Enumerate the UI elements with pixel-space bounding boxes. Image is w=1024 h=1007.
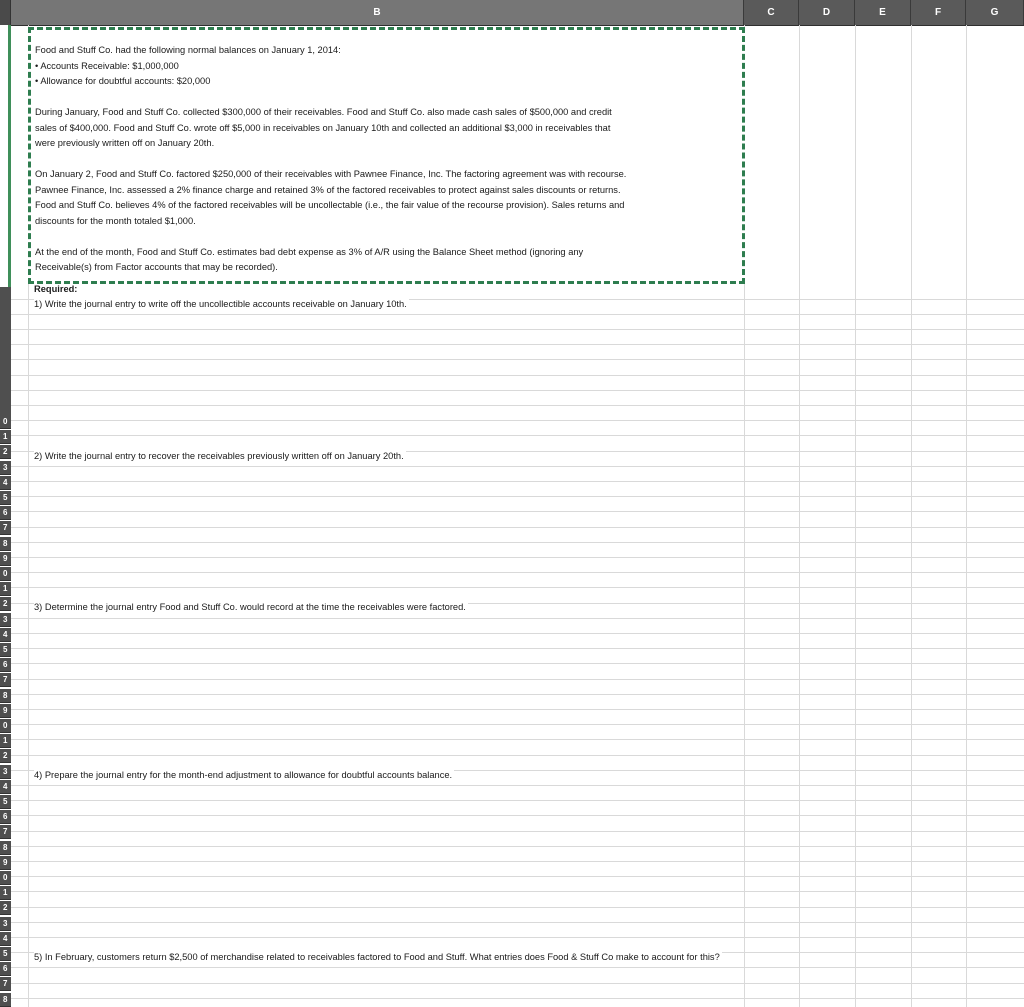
column-header-g[interactable] [966,0,1024,25]
row-gridline [11,527,1024,528]
row-gridline [11,572,1024,573]
paragraph-line: were previously written off on January 20th. [35,138,215,148]
row-gridline [11,876,1024,877]
question-2-cell[interactable]: 2) Write the journal entry to recover the receivables previously written off on January 20th. [34,451,404,461]
row-gridline [11,815,1024,816]
row-gridline [11,542,1024,543]
row-header-number[interactable]: 5 [0,947,11,961]
column-header-f[interactable] [911,0,966,25]
row-gridline [11,359,1024,360]
row-gridline [11,831,1024,832]
row-gridline [11,663,1024,664]
row-gridline [11,466,1024,467]
row-header-number[interactable]: 7 [0,673,11,687]
row-gridline [11,587,1024,588]
row-gridline [11,967,1024,968]
row-header-number[interactable]: 6 [0,810,11,824]
paragraph-line: During January, Food and Stuff Co. collected $300,000 of their receivables. Food and Stuff Co. also made cash sales of $500,000 and credit [35,107,612,117]
row-header-number[interactable]: 2 [0,901,11,915]
paragraph-line: On January 2, Food and Stuff Co. factored $250,000 of their receivables with Pawnee Finance, Inc. The factoring agreement was with recourse. [35,169,627,179]
row-header-number[interactable]: 2 [0,445,11,459]
row-gridline [11,694,1024,695]
column-header-bar [0,0,1024,26]
column-label: F [934,7,942,18]
row-gridline [11,481,1024,482]
column-header-c[interactable] [744,0,799,25]
row-header-number[interactable]: 1 [0,582,11,596]
row-header-number[interactable]: 5 [0,491,11,505]
question-4-cell[interactable]: 4) Prepare the journal entry for the month-end adjustment to allowance for doubtful accounts balance. [34,770,453,780]
row-header-number[interactable]: 0 [0,567,11,581]
row-gridline [11,785,1024,786]
row-header-number[interactable]: 7 [0,825,11,839]
row-header-number[interactable]: 9 [0,704,11,718]
row-header-number[interactable]: 7 [0,977,11,991]
row-gridline [11,846,1024,847]
row-header-number[interactable]: 7 [0,521,11,535]
column-gridline [966,25,967,1007]
select-all-corner[interactable] [0,0,11,25]
row-header-bar [0,25,11,1007]
row-gridline [11,390,1024,391]
row-gridline [11,557,1024,558]
row-header-number[interactable]: 2 [0,749,11,763]
row-header-number[interactable]: 3 [0,917,11,931]
row-header-number[interactable]: 0 [0,719,11,733]
paragraph-line: sales of $400,000. Food and Stuff Co. wrote off $5,000 in receivables on January 10th and collected an additional $3,000 in receivables that [35,122,611,133]
column-label: C [767,7,775,18]
row-header-number[interactable]: 2 [0,597,11,611]
row-gridline [11,648,1024,649]
row-gridline [11,755,1024,756]
bullet-allowance: • Allowance for doubtful accounts: $20,000 [35,76,211,86]
row-header-block [0,287,11,415]
column-header-e[interactable] [855,0,911,25]
row-header-number[interactable]: 9 [0,552,11,566]
row-gridline [11,511,1024,512]
row-header-number[interactable]: 0 [0,871,11,885]
column-gridline [855,25,856,1007]
problem-statement-cell[interactable] [28,27,745,284]
row-header-number[interactable]: 1 [0,734,11,748]
column-gridline [911,25,912,1007]
row-header-number[interactable]: 4 [0,476,11,490]
row-header-number[interactable]: 1 [0,886,11,900]
question-3-cell[interactable]: 3) Determine the journal entry Food and Stuff Co. would record at the time the receivables were factored. [34,602,466,612]
row-header-number[interactable]: 5 [0,643,11,657]
row-header-number[interactable]: 5 [0,795,11,809]
paragraph-line: Food and Stuff Co. believes 4% of the factored receivables will be uncollectable (i.e., the fair value of the recourse provision). Sales returns and [35,200,625,210]
row-gridline [11,314,1024,315]
row-gridline [11,861,1024,862]
row-gridline [11,618,1024,619]
column-label: D [822,7,831,18]
row-gridline [11,420,1024,421]
required-label-cell[interactable]: Required: [34,284,78,294]
paragraph-line: Pawnee Finance, Inc. assessed a 2% finance charge and retained 3% of the factored receivables to protect against sales discounts or returns. [35,184,621,195]
row-header-number[interactable]: 8 [0,537,11,551]
question-1-cell[interactable]: 1) Write the journal entry to write off the uncollectible accounts receivable on January 10th. [34,299,407,309]
column-header-b[interactable] [11,0,744,25]
column-gridline [799,25,800,1007]
row-gridline [11,739,1024,740]
problem-intro: Food and Stuff Co. had the following normal balances on January 1, 2014: [35,45,341,55]
row-gridline [11,344,1024,345]
column-header-d[interactable] [799,0,855,25]
row-header-number[interactable]: 8 [0,689,11,703]
row-gridline [11,633,1024,634]
paragraph-line: At the end of the month, Food and Stuff Co. estimates bad debt expense as 3% of A/R using the Balance Sheet method (ignoring any [35,246,584,257]
row-gridline [11,907,1024,908]
paragraph-line: discounts for the month totaled $1,000. [35,215,196,226]
row-gridline [11,496,1024,497]
bullet-accounts-receivable: • Accounts Receivable: $1,000,000 [35,60,179,71]
row-header-number[interactable]: 9 [0,856,11,870]
column-label: G [990,7,999,18]
row-gridline [11,329,1024,330]
row-header-number[interactable]: 3 [0,461,11,475]
row-header-number[interactable]: 4 [0,932,11,946]
row-gridline [11,435,1024,436]
row-gridline [11,983,1024,984]
row-header-number[interactable]: 8 [0,993,11,1007]
row-gridline [11,709,1024,710]
row-selection-indicator [0,25,11,287]
row-gridline [11,891,1024,892]
row-header-number[interactable]: 6 [0,658,11,672]
row-gridline [11,998,1024,999]
row-header-number[interactable]: 3 [0,765,11,779]
row-header-number[interactable]: 6 [0,506,11,520]
row-gridline [11,922,1024,923]
row-header-number[interactable]: 6 [0,962,11,976]
row-header-number[interactable]: 3 [0,613,11,627]
row-gridline [11,405,1024,406]
row-gridline [11,724,1024,725]
row-header-number[interactable]: 1 [0,430,11,444]
column-label: B [373,7,381,18]
row-header-number[interactable]: 8 [0,841,11,855]
row-header-number[interactable]: 0 [0,415,11,429]
row-gridline [11,937,1024,938]
paragraph-line: Receivable(s) from Factor accounts that may be recorded). [35,262,278,272]
row-gridline [11,800,1024,801]
row-gridline [11,375,1024,376]
question-5-cell[interactable]: 5) In February, customers return $2,500 of merchandise related to receivables factored to Food and Stuff. What entries does Food & Stuff Co make to account for this? [34,952,720,962]
row-header-number[interactable]: 4 [0,628,11,642]
row-header-number[interactable]: 4 [0,780,11,794]
row-gridline [11,679,1024,680]
column-label: E [879,7,886,18]
